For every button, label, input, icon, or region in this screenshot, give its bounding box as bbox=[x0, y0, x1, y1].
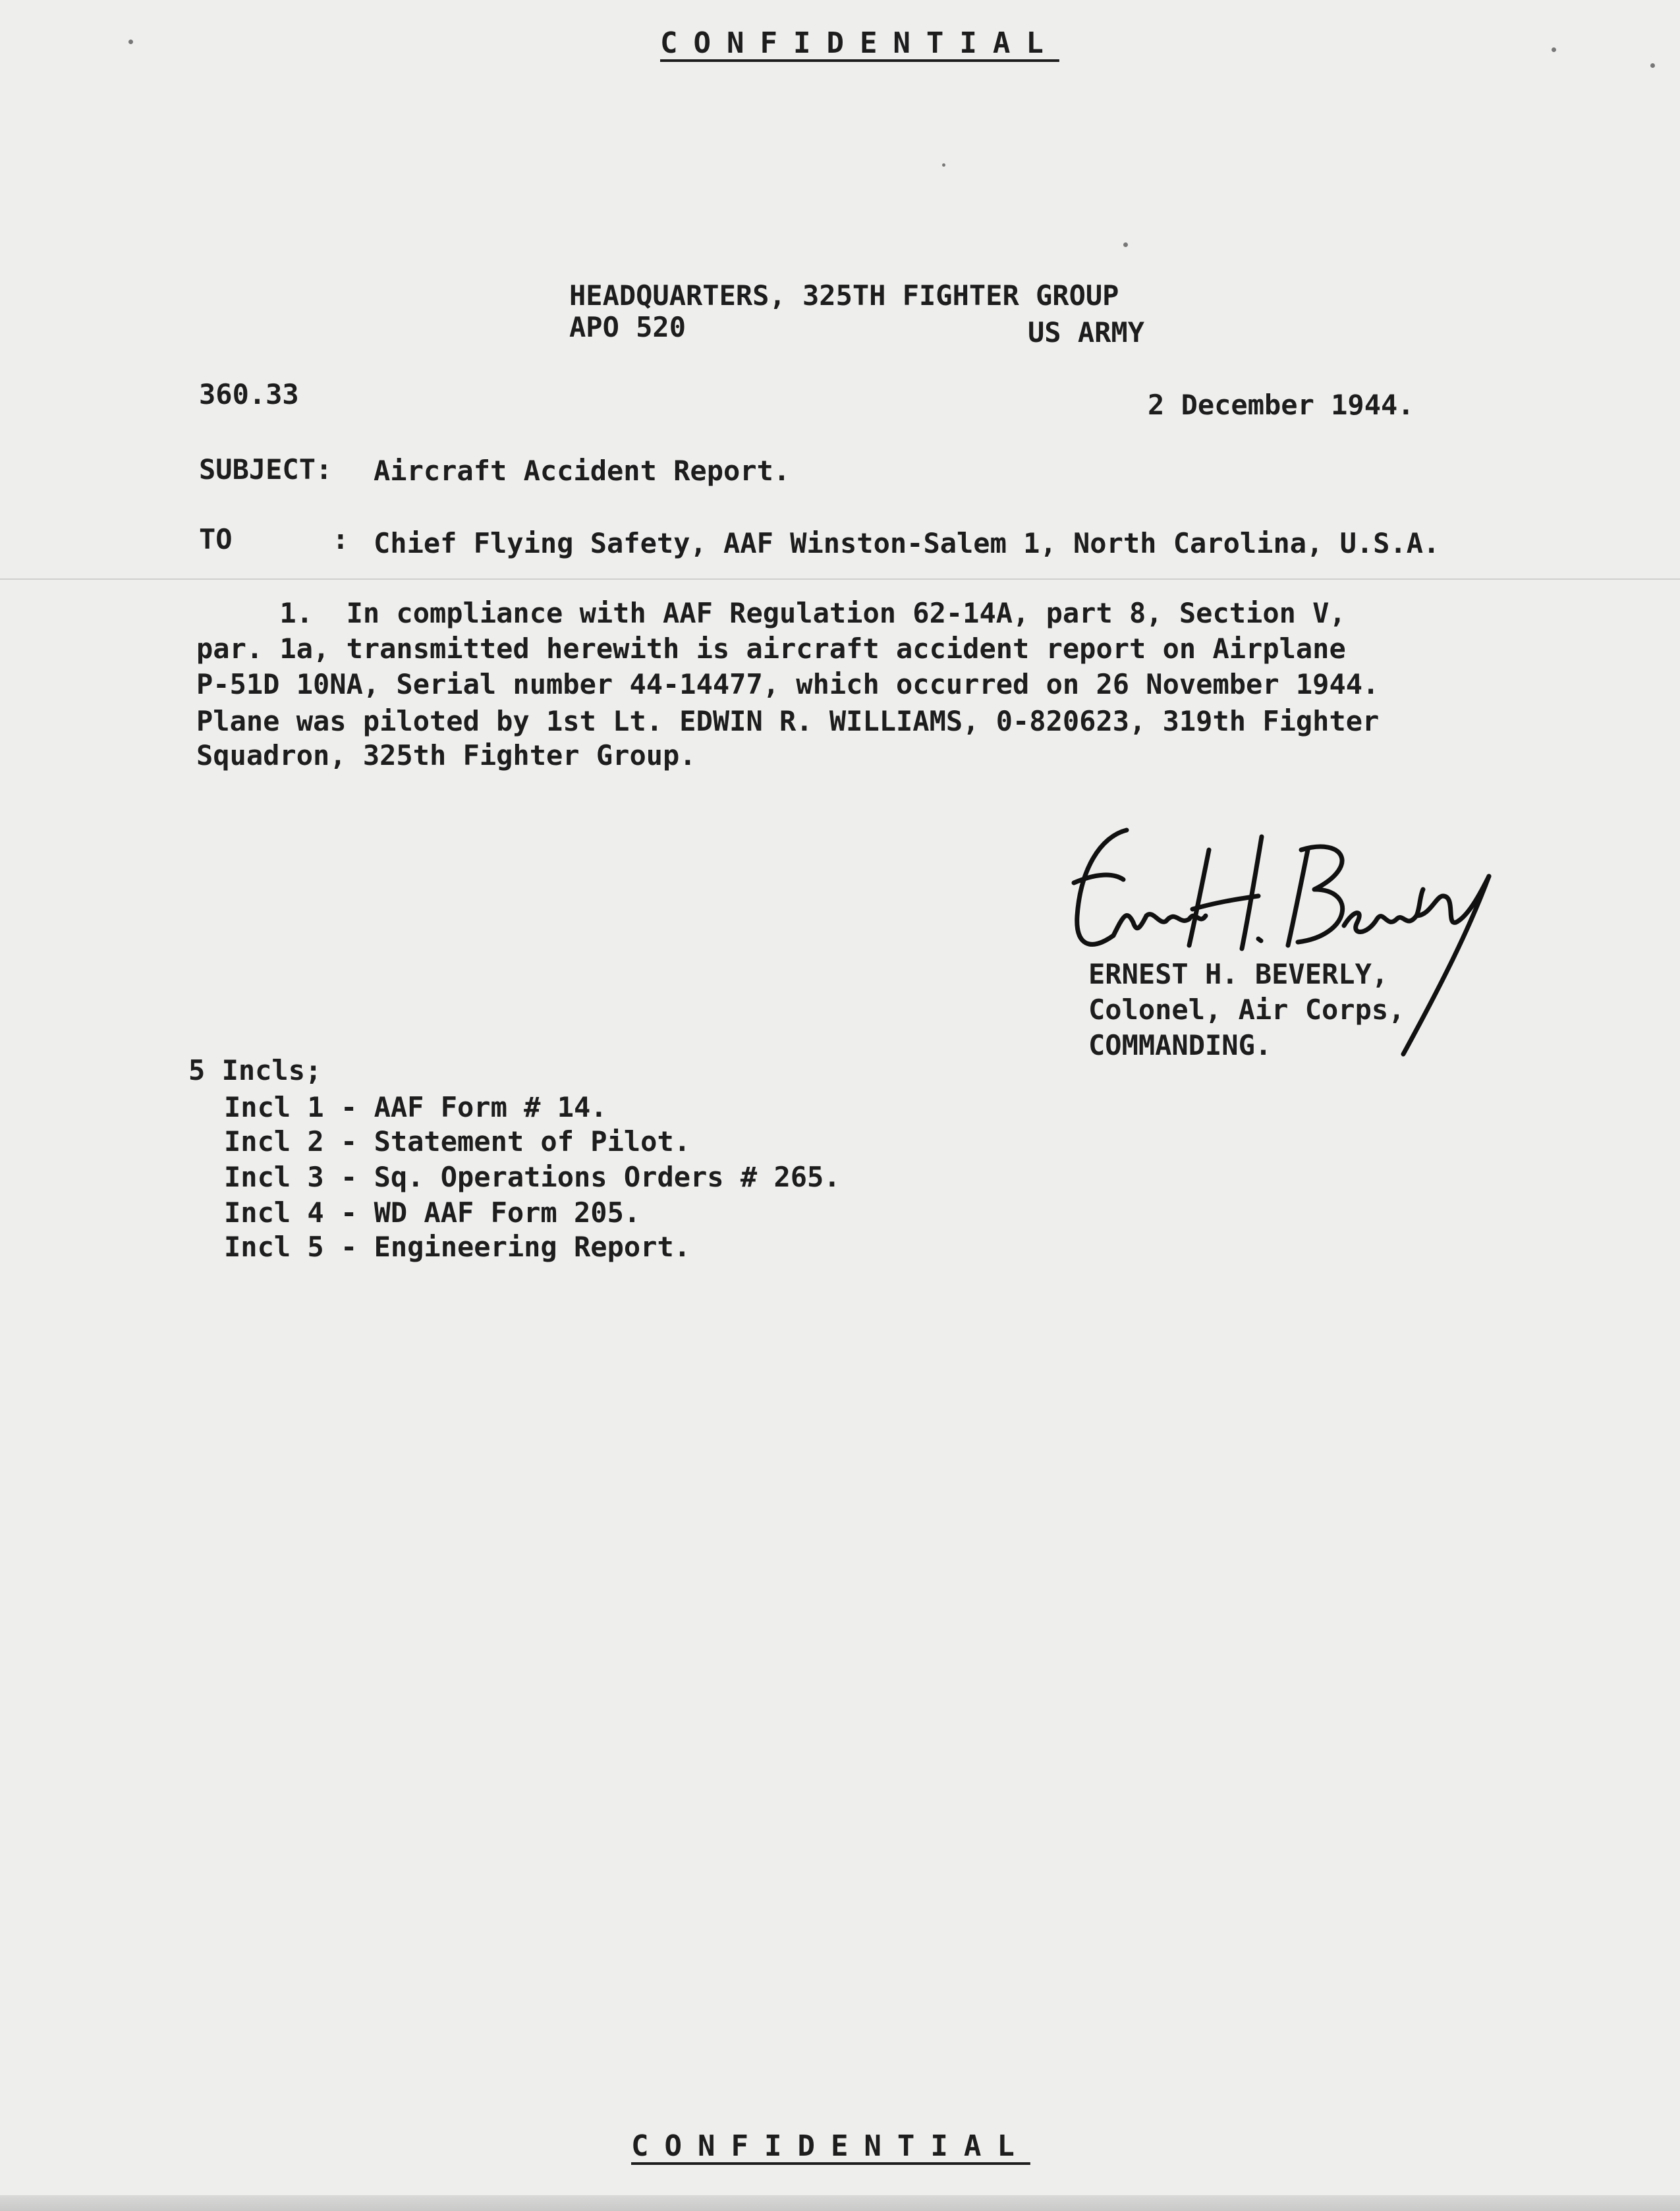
letterhead-title: HEADQUARTERS, 325TH FIGHTER GROUP bbox=[569, 279, 1119, 312]
classification-top: CONFIDENTIAL bbox=[660, 26, 1059, 60]
body-line-2: par. 1a, transmitted herewith is aircraft accident report on Airplane bbox=[196, 632, 1346, 665]
body-line-3: P-51D 10NA, Serial number 44-14477, which occurred on 26 November 1944. bbox=[196, 668, 1380, 700]
scan-bottom-edge bbox=[0, 2195, 1680, 2211]
signer-title: COMMANDING. bbox=[1088, 1029, 1272, 1061]
enclosures-header: 5 Incls; bbox=[188, 1054, 322, 1086]
enclosure-item: Incl 1 - AAF Form # 14. bbox=[224, 1091, 607, 1123]
subject-label: SUBJECT: bbox=[199, 453, 333, 486]
body-line-1: 1. In compliance with AAF Regulation 62-14A, part 8, Section V, bbox=[196, 597, 1346, 629]
body-line-5: Squadron, 325th Fighter Group. bbox=[196, 739, 696, 771]
letterhead-apo: APO 520 bbox=[569, 311, 686, 343]
subject-text: Aircraft Accident Report. bbox=[374, 455, 791, 487]
paper-speck bbox=[1123, 242, 1128, 247]
enclosure-item: Incl 4 - WD AAF Form 205. bbox=[224, 1196, 641, 1229]
letter-date: 2 December 1944. bbox=[1148, 389, 1414, 421]
paper-speck bbox=[128, 40, 133, 44]
file-number: 360.33 bbox=[199, 378, 299, 410]
signer-rank: Colonel, Air Corps, bbox=[1088, 994, 1405, 1026]
enclosure-item: Incl 3 - Sq. Operations Orders # 265. bbox=[224, 1161, 841, 1193]
letterhead-army: US ARMY bbox=[1028, 316, 1145, 349]
enclosure-item: Incl 2 - Statement of Pilot. bbox=[224, 1125, 691, 1158]
signer-name: ERNEST H. BEVERLY, bbox=[1088, 958, 1389, 990]
body-line-4: Plane was piloted by 1st Lt. EDWIN R. WILLIAMS, 0-820623, 319th Fighter bbox=[196, 705, 1380, 737]
classification-bottom: CONFIDENTIAL bbox=[631, 2129, 1030, 2163]
paper-speck bbox=[1552, 47, 1556, 52]
paper-speck bbox=[1650, 63, 1655, 68]
paper-fold-line bbox=[0, 578, 1680, 580]
paper-speck bbox=[942, 163, 945, 167]
to-label: TO : bbox=[199, 523, 349, 555]
to-text: Chief Flying Safety, AAF Winston-Salem 1, North Carolina, U.S.A. bbox=[374, 527, 1440, 559]
enclosure-item: Incl 5 - Engineering Report. bbox=[224, 1231, 691, 1263]
